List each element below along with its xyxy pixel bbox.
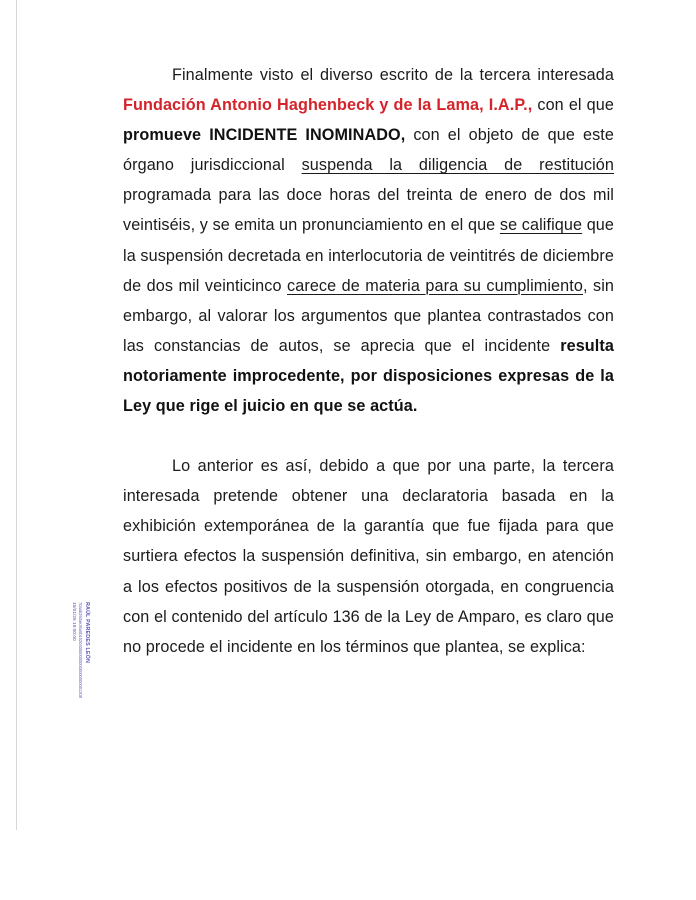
signature-name: RAÚL PAREDES LEÓN	[84, 602, 90, 664]
text-run-plain: que la suspensión decretada en interlocutoria de veintitrés de diciembre de dos mil veinticinco	[123, 216, 615, 295]
party-name-highlight: Fundación Antonio Haghenbeck y de la Lama, I.A.P.,	[123, 96, 533, 115]
signature-hash: 70aab293ae36a6b1520400000000000000000001208	[78, 602, 83, 698]
text-run-plain: programada para las doce horas del treinta de enero de dos mil veintiséis, y se emita un pronunciamiento en el que	[123, 186, 614, 235]
text-run-plain: Finalmente visto el diverso escrito de la tercera interesada	[172, 66, 614, 84]
document-body	[123, 60, 614, 662]
underlined-suspenda-diligencia: suspenda la diligencia de restitución	[301, 156, 614, 175]
text-run-plain: Lo anterior es así, debido a que por una parte, la tercera interesada pretende obtener una declaratoria basada en la exhibición extemporánea de la garantía que fue fijada para que surtiera efectos la suspensión definitiva, sin embargo, en atención a los efectos positivos de la suspensión otorgada, en congruencia con el contenido del artículo 136 de la Ley de Amparo, es claro que no procede el incidente en los términos que plantea, se explica:	[123, 457, 614, 656]
paragraph-2	[123, 451, 614, 662]
underlined-se-califique: se califique	[499, 216, 583, 235]
signature-date: 15/01/26 18:00:00	[72, 602, 77, 641]
text-run-plain: , sin embargo, al valorar los argumentos que plantea contrastados con las constancias de autos, se aprecia que el incidente	[123, 276, 614, 355]
text-run-plain: con el que	[532, 96, 614, 115]
paragraph-1	[123, 60, 614, 421]
emphasis-incidente-inominado: promueve INCIDENTE INOMINADO,	[123, 126, 406, 145]
digital-signature-stamp	[56, 602, 90, 787]
underlined-carece-de-materia: carece de materia para su cumplimiento	[287, 276, 583, 295]
text-run-plain: con el objeto de que este órgano jurisdiccional	[123, 126, 614, 175]
emphasis-notoriamente-improcedente: resulta notoriamente improcedente, por disposiciones expresas de la Ley que rige el juicio en que se actúa.	[123, 336, 614, 416]
page-edge-line	[16, 0, 17, 830]
